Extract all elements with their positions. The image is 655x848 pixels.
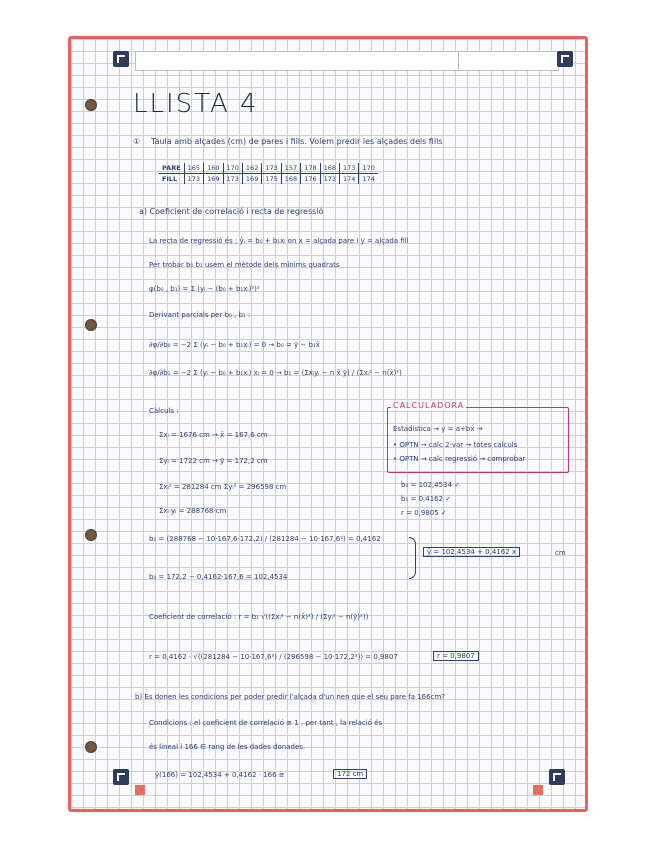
table-cell: 174 [340, 174, 359, 185]
formula-line: r = 0,4162 · √((281284 − 10·167,6²) / (296598 − 10·172,2²)) = 0,9807 [149, 653, 398, 661]
part-b-heading: b) Es donen les condicions per poder predir l'alçada d'un nen que el seu pare fa 166cm? [135, 693, 445, 701]
formula-line: Coeficient de correlació : r = b₁ √((Σxᵢ² − n(x̄)²) / (Σyᵢ² − n(ȳ)²)) [149, 613, 369, 621]
formula-line: ∂φ/∂b₀ = −2 Σ (yᵢ − b₀ + b₁xᵢ) = 0 → b₀ = ȳ − b₁x̄ [149, 341, 320, 349]
table-cell: 168 [320, 163, 339, 174]
table-cell: 173 [262, 163, 281, 174]
table-cell: 169 [204, 174, 223, 185]
page-title: LLISTA 4 [133, 89, 259, 119]
table-cell: 157 [281, 163, 300, 174]
brace-mark [409, 537, 416, 579]
calculator-box [387, 407, 569, 473]
text-line: La recta de regressió és : ŷᵢ = b₀ + b₁xᵢ on x = alçada pare i y = alçada fill [149, 237, 409, 245]
calc-heading: Càlculs : [149, 407, 179, 415]
formula-line: φ(b₀ , b₁) = Σ (yᵢ − (b₀ + b₁xᵢ)²)² [149, 285, 260, 293]
binder-hole-icon [85, 529, 97, 541]
table-cell: 165 [184, 163, 203, 174]
table-cell: 174 [359, 174, 378, 185]
red-square-mark [135, 785, 145, 795]
table-cell: 178 [301, 163, 320, 174]
calculator-result: b₁ = 0,4162 ✓ [401, 495, 452, 503]
table-cell: PARE [159, 163, 184, 174]
table-cell: 170 [223, 163, 242, 174]
corner-logo-icon [549, 769, 565, 785]
table-cell: 168 [281, 174, 300, 185]
binder-hole-icon [85, 99, 97, 111]
formula-line: b₀ = 172,2 − 0,4162·167,6 = 102,4534 [149, 573, 288, 581]
binder-hole-icon [85, 741, 97, 753]
text-line: Per trobar b₀ b₁ usem el mètode dels mínims quadrats [149, 261, 340, 269]
text-line: Condicions : el coeficient de correlació ≅ 1 , per tant , la relació és [149, 719, 383, 727]
table-cell: 176 [301, 174, 320, 185]
calculator-result: r = 0,9805 ✓ [401, 509, 447, 517]
regression-result: ŷ = 102,4534 + 0,4162 x [423, 547, 520, 557]
notebook-page [68, 36, 588, 812]
formula-line: Σyᵢ = 1722 cm → ȳ = 172,2 cm [159, 457, 268, 465]
formula-line: ŷ(166) = 102,4534 + 0,4162 · 166 ≅ [155, 771, 285, 779]
formula-line: ∂φ/∂b₁ = −2 Σ (yᵢ − b₀ + b₁xᵢ) xᵢ = 0 → b₁ = (Σxᵢyᵢ − n x̄ ȳ) / (Σxᵢ² − n(x̄)²) [149, 369, 402, 377]
table-cell: 173 [184, 174, 203, 185]
header-bar [135, 51, 559, 71]
table-cell: 173 [340, 163, 359, 174]
corner-logo-icon [557, 51, 573, 67]
formula-line: b₁ = (288768 − 10·167,6·172,2) / (281284 − 10·167,6²) = 0,4162 [149, 535, 381, 543]
calculator-line: • OPTN → calc 2-var → totes calculs [393, 441, 518, 449]
table-cell: 173 [320, 174, 339, 185]
table-cell: 169 [242, 174, 261, 185]
unit-label: cm [555, 549, 566, 557]
prediction-result: 172 cm [333, 769, 367, 779]
formula-line: Σxᵢ·yᵢ = 288768 cm [159, 507, 227, 515]
table-cell: 170 [359, 163, 378, 174]
problem-statement: Taula amb alçades (cm) de pares i fills. Volem predir les alçades dels fills [151, 137, 443, 146]
problem-number: ① [133, 137, 141, 146]
text-line: Derivant parcials per b₀ , b₁ : [149, 311, 251, 319]
heights-table [159, 163, 378, 184]
table-cell: 173 [223, 174, 242, 185]
calculator-title: CALCULADORA [393, 401, 465, 410]
binder-hole-icon [85, 319, 97, 331]
corner-logo-icon [113, 769, 129, 785]
corner-logo-icon [113, 51, 129, 67]
table-row [159, 174, 378, 185]
table-cell: 160 [204, 163, 223, 174]
calculator-line: • OPTN → calc regressió → comprobar [393, 455, 526, 463]
formula-line: Σxᵢ² = 281284 cm Σyᵢ² = 296598 cm [159, 483, 287, 491]
calculator-line: Estadística → y = a+bx → [393, 425, 483, 433]
calculator-result: b₀ = 102,4534 ✓ [401, 481, 461, 489]
formula-line: Σxᵢ = 1676 cm → x̄ = 167,6 cm [159, 431, 268, 439]
text-line: és lineal i 166 ∈ rang de les dades donades. [149, 743, 306, 751]
table-row [159, 163, 378, 174]
table-cell: 175 [262, 174, 281, 185]
red-square-mark [533, 785, 543, 795]
correlation-result: r = 0,9807 [433, 651, 479, 661]
header-divider [458, 52, 459, 70]
table-cell: 162 [242, 163, 261, 174]
part-a-heading: a) Coeficient de correlació i recta de regressió [139, 207, 324, 216]
table-cell: FILL [162, 175, 178, 183]
